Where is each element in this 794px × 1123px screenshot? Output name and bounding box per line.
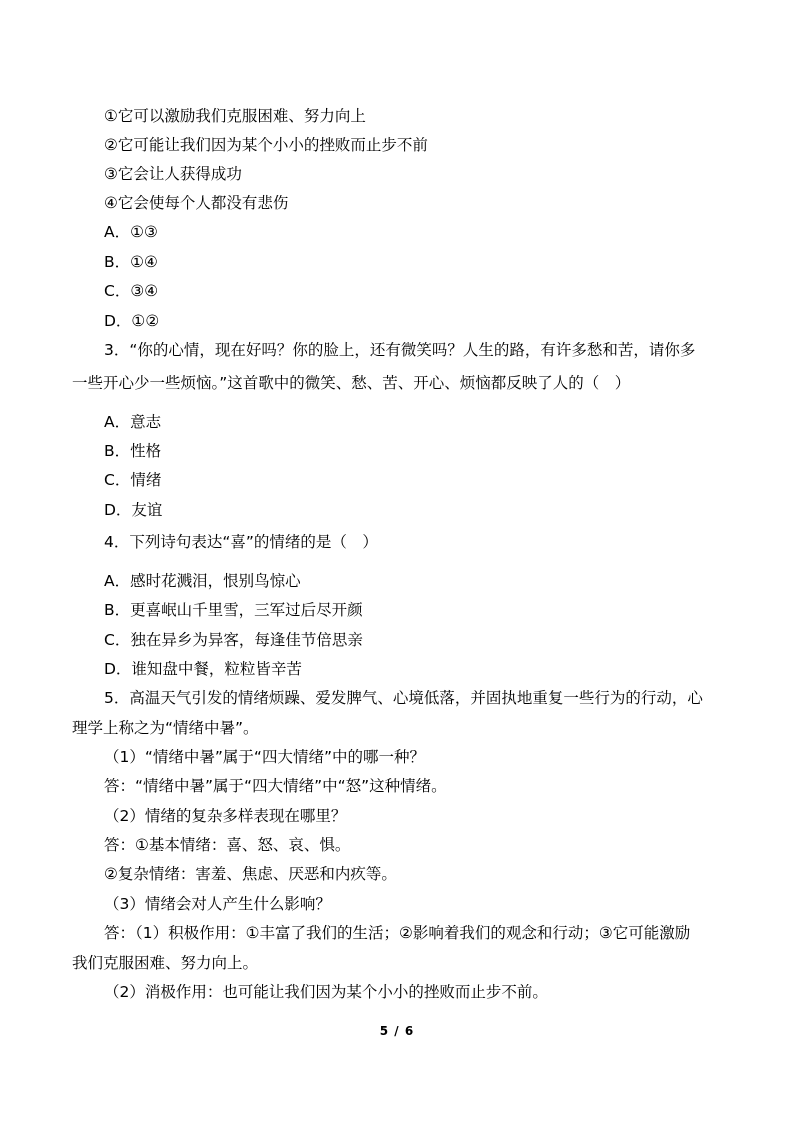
q4-option-a: A．感时花溅泪，恨别鸟惊心 bbox=[104, 572, 301, 590]
q2-option-d: D．①② bbox=[104, 312, 160, 330]
q2-statement-1: ①它可以激励我们克服困难、努力向上 bbox=[104, 107, 366, 125]
q5-sub3-question: （3）情绪会对人产生什么影响？ bbox=[104, 895, 331, 913]
q5-sub3-answer-3: （2）消极作用：也可能让我们因为某个小小的挫败而止步不前。 bbox=[104, 983, 548, 1001]
q2-statement-2: ②它可能让我们因为某个小小的挫败而止步不前 bbox=[104, 136, 428, 154]
q5-sub3-answer-2: 我们克服困难、努力向上。 bbox=[72, 954, 259, 972]
q5-sub1-question: （1）“情绪中暑”属于“四大情绪”中的哪一种？ bbox=[104, 748, 425, 766]
q3-option-b: B．性格 bbox=[104, 442, 162, 460]
q3-stem-line-2: 一些开心少一些烦恼。”这首歌中的微笑、愁、苦、开心、烦恼都反映了人的（ ） bbox=[72, 374, 631, 392]
q4-option-d: D．谁知盘中餐，粒粒皆辛苦 bbox=[104, 660, 302, 678]
q5-sub2-answer-2: ②复杂情绪：害羞、焦虑、厌恶和内疚等。 bbox=[104, 865, 397, 883]
q2-statement-4: ④它会使每个人都没有悲伤 bbox=[104, 194, 289, 212]
q4-option-c: C．独在异乡为异客，每逢佳节倍思亲 bbox=[104, 631, 363, 649]
q5-sub2-answer-1: 答：①基本情绪：喜、怒、哀、惧。 bbox=[104, 836, 351, 854]
page-number: 5 / 6 bbox=[379, 1024, 415, 1038]
q4-option-b: B．更喜岷山千里雪，三军过后尽开颜 bbox=[104, 601, 363, 619]
q2-option-c: C．③④ bbox=[104, 282, 159, 300]
q2-statement-3: ③它会让人获得成功 bbox=[104, 165, 242, 183]
q5-sub3-answer-1: 答：（1）积极作用：①丰富了我们的生活；②影响着我们的观念和行动；③它可能激励 bbox=[104, 924, 691, 942]
q3-option-d: D．友谊 bbox=[104, 501, 163, 519]
q2-option-a: A．①③ bbox=[104, 223, 158, 241]
q4-stem: 4．下列诗句表达“喜”的情绪的是（ ） bbox=[104, 533, 378, 551]
q5-stem-line-1: 5．高温天气引发的情绪烦躁、爱发脾气、心境低落，并固执地重复一些行为的行动，心 bbox=[104, 689, 703, 707]
q2-option-b: B．①④ bbox=[104, 253, 158, 271]
q3-option-a: A．意志 bbox=[104, 413, 162, 431]
q5-sub1-answer: 答：“情绪中暑”属于“四大情绪”中“怒”这种情绪。 bbox=[104, 777, 447, 795]
q3-option-c: C．情绪 bbox=[104, 471, 162, 489]
q3-stem-line-1: 3．“你的心情，现在好吗？你的脸上，还有微笑吗？人生的路，有许多愁和苦，请你多 bbox=[104, 341, 696, 359]
q5-sub2-question: （2）情绪的复杂多样表现在哪里？ bbox=[104, 807, 347, 825]
q5-stem-line-2: 理学上称之为“情绪中暑”。 bbox=[72, 719, 259, 737]
